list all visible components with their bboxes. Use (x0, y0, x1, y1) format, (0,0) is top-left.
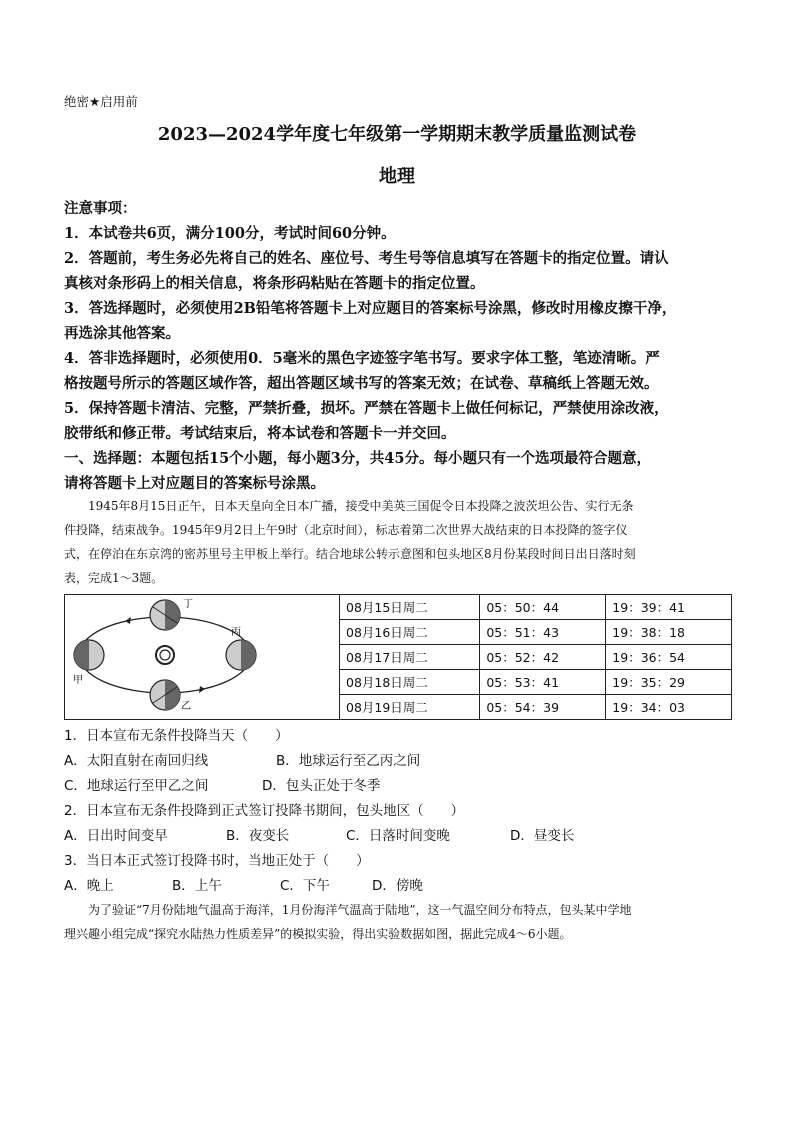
section-heading: 一、选择题：本题包括15个小题，每小题3分，共45分。每小题只有一个选项最符合题意， (64, 450, 651, 467)
notes-line: 4．答非选择题时，必须使用0．5毫米的黑色字迹签字笔书写。要求字体工整，笔迹清晰。严 (64, 350, 660, 367)
subject-title: 地理 (379, 166, 415, 187)
date-cell: 08月16日周二 (340, 620, 480, 645)
notes-line: 再选涂其他答案。 (64, 325, 180, 342)
question-options (64, 874, 732, 899)
date-cell: 08月19日周二 (340, 695, 480, 720)
sunset-cell: 19：34：03 (606, 695, 731, 720)
earth-revolution-diagram (65, 595, 340, 719)
notes-block (64, 196, 732, 496)
date-cell: 08月15日周二 (340, 595, 480, 620)
option-b[interactable]: B．夜变长 (226, 828, 290, 844)
label-ding: 丁 (183, 599, 193, 610)
sunrise-cell: 05：54：39 (480, 695, 606, 720)
sunrise-cell: 05：52：42 (480, 645, 606, 670)
questions-block (64, 724, 732, 899)
sunset-cell: 19：39：41 (606, 595, 731, 620)
sunrise-cell: 05：50：44 (480, 595, 606, 620)
question-options (64, 824, 732, 849)
question-stem: 3．当日本正式签订投降书时，当地正处于（ ） (64, 853, 370, 869)
passage-2 (64, 898, 732, 946)
question-options (64, 774, 732, 799)
notes-line: 1．本试卷共6页，满分100分，考试时间60分钟。 (64, 225, 396, 242)
notes-line: 3．答选择题时，必须使用2B铅笔将答题卡上对应题目的答案标号涂黑，修改时用橡皮擦干净， (64, 300, 677, 317)
globe-bing (226, 640, 256, 670)
table-row (340, 620, 732, 645)
question-stem: 1．日本宣布无条件投降当天（ ） (64, 728, 289, 744)
secret-label: 绝密★启用前 (64, 94, 138, 109)
sunrise-sunset-table (339, 595, 731, 719)
passage-line: 理兴趣小组完成“探究水陆热力性质差异”的模拟实验，得出实验数据如图，据此完成4～6小题。 (64, 927, 572, 941)
passage-1 (64, 494, 732, 590)
option-a[interactable]: A．日出时间变早 (64, 828, 168, 844)
option-a[interactable]: A．晚上 (64, 878, 114, 894)
sunset-cell: 19：38：18 (606, 620, 731, 645)
passage-line: 为了验证“7月份陆地气温高于海洋，1月份海洋气温高于陆地”，这一气温空间分布特点，包头某中学地 (64, 903, 632, 917)
globe-yi (150, 680, 180, 710)
passage-line: 1945年8月15日正午，日本天皇向全日本广播，接受中美英三国促令日本投降之波茨坦公告、实行无条 (64, 499, 634, 513)
sunset-cell: 19：36：54 (606, 645, 731, 670)
notes-heading: 注意事项： (64, 200, 137, 217)
label-jia: 甲 (73, 675, 83, 686)
figure-box (64, 594, 732, 720)
notes-line: 5．保持答题卡清洁、完整，严禁折叠，损坏。严禁在答题卡上做任何标记，严禁使用涂改液， (64, 400, 669, 417)
table-row (340, 595, 732, 620)
option-b[interactable]: B．上午 (172, 878, 222, 894)
sunrise-cell: 05：53：41 (480, 670, 606, 695)
table-row (340, 645, 732, 670)
option-c[interactable]: C．下午 (280, 878, 330, 894)
option-d[interactable]: D．包头正处于冬季 (262, 778, 381, 794)
notes-line: 2．答题前，考生务必先将自己的姓名、座位号、考生号等信息填写在答题卡的指定位置。请认 (64, 250, 669, 267)
passage-line: 式，在停泊在东京湾的密苏里号主甲板上举行。结合地球公转示意图和包头地区8月份某段时间日出日落时刻 (64, 547, 636, 561)
date-cell: 08月17日周二 (340, 645, 480, 670)
exam-title: 2023—2024学年度七年级第一学期期末教学质量监测试卷 (157, 124, 637, 145)
question-stem: 2．日本宣布无条件投降到正式签订投降书期间，包头地区（ ） (64, 803, 465, 819)
table-row (340, 670, 732, 695)
label-yi: 乙 (181, 701, 191, 712)
table-row (340, 695, 732, 720)
date-cell: 08月18日周二 (340, 670, 480, 695)
notes-line: 格按题号所示的答题区域作答，超出答题区域书写的答案无效；在试卷、草稿纸上答题无效。 (64, 375, 659, 392)
sunset-cell: 19：35：29 (606, 670, 731, 695)
sunrise-cell: 05：51：43 (480, 620, 606, 645)
option-c[interactable]: C．日落时间变晚 (346, 828, 450, 844)
notes-line: 胶带纸和修正带。考试结束后，将本试卷和答题卡一并交回。 (64, 425, 456, 442)
option-c[interactable]: C．地球运行至甲乙之间 (64, 778, 209, 794)
passage-line: 表，完成1～3题。 (64, 571, 164, 585)
passage-line: 件投降，结束战争。1945年9月2日上午9时（北京时间），标志着第二次世界大战结束的日本投降的签字仪 (64, 523, 628, 537)
globe-ding (150, 600, 180, 630)
option-a[interactable]: A．太阳直射在南回归线 (64, 753, 209, 769)
globe-jia (74, 640, 104, 670)
section-heading: 请将答题卡上对应题目的答案标号涂黑。 (64, 475, 325, 492)
option-d[interactable]: D．昼变长 (510, 828, 575, 844)
label-bing: 丙 (231, 627, 241, 638)
question-options (64, 749, 732, 774)
notes-line: 真核对条形码上的相关信息，将条形码粘贴在答题卡的指定位置。 (64, 275, 485, 292)
option-d[interactable]: D．傍晚 (372, 878, 423, 894)
option-b[interactable]: B．地球运行至乙丙之间 (276, 753, 421, 769)
